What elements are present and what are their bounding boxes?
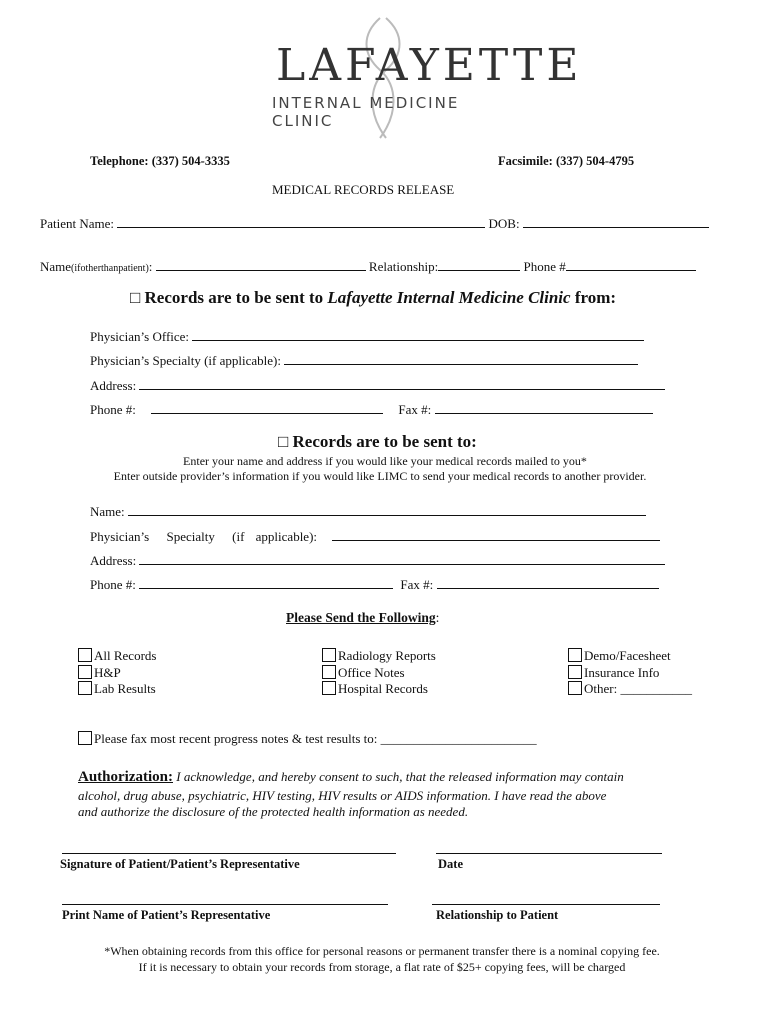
checkbox-other[interactable] — [568, 681, 692, 698]
to-specialty-label-b: Specialty — [166, 529, 215, 544]
dob-field[interactable] — [523, 213, 709, 228]
checkbox-icon[interactable] — [322, 648, 336, 662]
checkbox-icon[interactable]: □ — [130, 288, 141, 307]
section-to-heading — [278, 432, 477, 452]
to-specialty-label-a: Physician’s — [90, 529, 150, 544]
checkbox-demo-facesheet[interactable] — [568, 648, 692, 665]
logo-title: LAFAYETTE — [276, 40, 583, 91]
send-heading: Please Send the Following — [286, 610, 436, 625]
print-name-label: Print Name of Patient’s Representative — [62, 908, 271, 922]
fax-recent-label: Please fax most recent progress notes & test results to: ________________________ — [94, 731, 537, 746]
section-to-title: Records are to be sent to: — [292, 432, 477, 451]
from-phone-field[interactable] — [151, 399, 383, 414]
from-fax-field[interactable] — [435, 399, 653, 414]
to-phone-field[interactable] — [139, 574, 393, 589]
checkbox-hospital-records[interactable] — [322, 681, 436, 698]
other-name-colon: : — [148, 259, 153, 274]
to-name-row — [90, 501, 646, 520]
to-specialty-field[interactable] — [332, 526, 660, 541]
physician-office-label: Physician’s Office: — [90, 329, 190, 344]
relationship-label: Relationship to Patient — [436, 908, 559, 922]
authorization-line1 — [78, 769, 624, 786]
checkbox-icon[interactable] — [78, 681, 92, 695]
from-phone-fax-row — [90, 399, 653, 418]
checkbox-icon[interactable] — [322, 665, 336, 679]
section-from-clinic: Lafayette Internal Medicine Clinic — [327, 288, 571, 307]
relationship-line[interactable] — [432, 904, 660, 905]
other-name-note: (ifotherthanpatient) — [71, 263, 149, 274]
checkbox-lab-results[interactable] — [78, 681, 156, 698]
to-specialty-label-c: (if — [232, 529, 245, 544]
fax-recent-row[interactable] — [78, 731, 537, 747]
from-address-field[interactable] — [139, 375, 665, 390]
to-fax-label: Fax #: — [400, 577, 434, 592]
checkbox-icon[interactable] — [568, 665, 582, 679]
signature-line[interactable] — [62, 853, 396, 854]
footer-note-2: If it is necessary to obtain your records from storage, a flat rate of $25+ copying fees, will be charged — [138, 960, 626, 974]
telephone: Telephone: (337) 504-3335 — [90, 154, 230, 168]
to-name-label: Name: — [90, 504, 125, 519]
to-phone-fax-row — [90, 574, 659, 593]
relationship-field[interactable] — [438, 256, 520, 271]
patient-name-field[interactable] — [117, 213, 485, 228]
checkbox-icon[interactable] — [78, 731, 92, 745]
checkbox-label: All Records — [94, 648, 157, 663]
section-to-note1: Enter your name and address if you would like your medical records mailed to you* — [183, 454, 587, 468]
physician-office-row — [90, 326, 644, 345]
to-address-row — [90, 550, 665, 569]
checkbox-icon[interactable]: □ — [278, 432, 289, 451]
from-fax-label: Fax #: — [398, 402, 432, 417]
from-phone-label: Phone #: — [90, 402, 136, 417]
checkbox-office-notes[interactable] — [322, 665, 436, 682]
authorization-label: Authorization: — [78, 769, 173, 785]
to-fax-field[interactable] — [437, 574, 659, 589]
send-heading-colon: : — [435, 610, 440, 625]
checkbox-insurance-info[interactable] — [568, 665, 692, 682]
to-specialty-row — [90, 526, 660, 545]
checkbox-icon[interactable] — [78, 665, 92, 679]
section-to-note2: Enter outside provider’s information if you would like LIMC to send your medical records to another provider. — [113, 469, 647, 483]
logo-subtitle: INTERNAL MEDICINE CLINIC — [272, 94, 460, 130]
checkbox-label: H&P — [94, 664, 121, 680]
from-specialty-label: Physician’s Specialty (if applicable): — [90, 353, 281, 368]
send-heading-row — [286, 610, 439, 626]
checkbox-icon[interactable] — [78, 648, 92, 662]
to-specialty-label-d: applicable): — [255, 529, 318, 544]
date-line[interactable] — [436, 853, 662, 854]
relationship-label: Relationship: — [368, 259, 439, 274]
section-from-suffix: from: — [574, 288, 617, 307]
signature-label: Signature of Patient/Patient’s Representative — [60, 857, 300, 871]
other-name-label: Name — [40, 259, 72, 274]
to-phone-label: Phone #: — [90, 577, 136, 592]
from-address-row — [90, 375, 665, 394]
to-address-field[interactable] — [139, 550, 665, 565]
authorization-text-2: alcohol, drug abuse, psychiatric, HIV testing, HIV results or AIDS information. I have read the above — [78, 788, 607, 803]
phone-field[interactable] — [566, 256, 696, 271]
other-name-row — [40, 256, 696, 275]
phone-label: Phone # — [523, 259, 566, 274]
date-label: Date — [438, 857, 463, 871]
checkbox-all-records[interactable] — [78, 648, 156, 665]
send-col-1 — [78, 648, 156, 698]
other-name-field[interactable] — [156, 256, 366, 271]
checkbox-label: Hospital Records — [338, 681, 428, 696]
checkbox-icon[interactable] — [568, 648, 582, 662]
from-address-label: Address: — [90, 378, 137, 393]
checkbox-label: Demo/Facesheet — [584, 648, 671, 663]
form-title: MEDICAL RECORDS RELEASE — [272, 182, 455, 197]
send-col-2 — [322, 648, 436, 698]
section-from-prefix: Records are to be sent to — [144, 288, 324, 307]
from-specialty-field[interactable] — [284, 350, 638, 365]
print-name-line[interactable] — [62, 904, 388, 905]
dob-label: DOB: — [488, 216, 520, 231]
authorization-text-1: I acknowledge, and hereby consent to such, that the released information may contain — [176, 769, 624, 784]
checkbox-label: Insurance Info — [584, 664, 660, 680]
patient-name-label: Patient Name: — [40, 216, 115, 231]
facsimile: Facsimile: (337) 504-4795 — [498, 154, 635, 168]
checkbox-radiology[interactable] — [322, 648, 436, 665]
checkbox-label: Radiology Reports — [338, 648, 436, 663]
checkbox-icon[interactable] — [322, 681, 336, 695]
authorization-text-3: and authorize the disclosure of the protected health information as needed. — [78, 804, 469, 819]
to-name-field[interactable] — [128, 501, 646, 516]
patient-name-row — [40, 213, 709, 232]
to-address-label: Address: — [90, 553, 137, 568]
checkbox-label: Office Notes — [338, 664, 405, 680]
footer-note-1: *When obtaining records from this office for personal reasons or permanent transfer there is a nominal copying fee. — [104, 944, 660, 958]
from-specialty-row — [90, 350, 638, 369]
clinic-logo — [262, 14, 583, 144]
checkbox-icon[interactable] — [568, 681, 582, 695]
send-col-3 — [568, 648, 692, 698]
section-from-heading — [130, 288, 616, 308]
checkbox-hp[interactable] — [78, 665, 156, 682]
checkbox-label: Other: ___________ — [584, 681, 692, 696]
checkbox-label: Lab Results — [94, 681, 156, 696]
physician-office-field[interactable] — [192, 326, 644, 341]
